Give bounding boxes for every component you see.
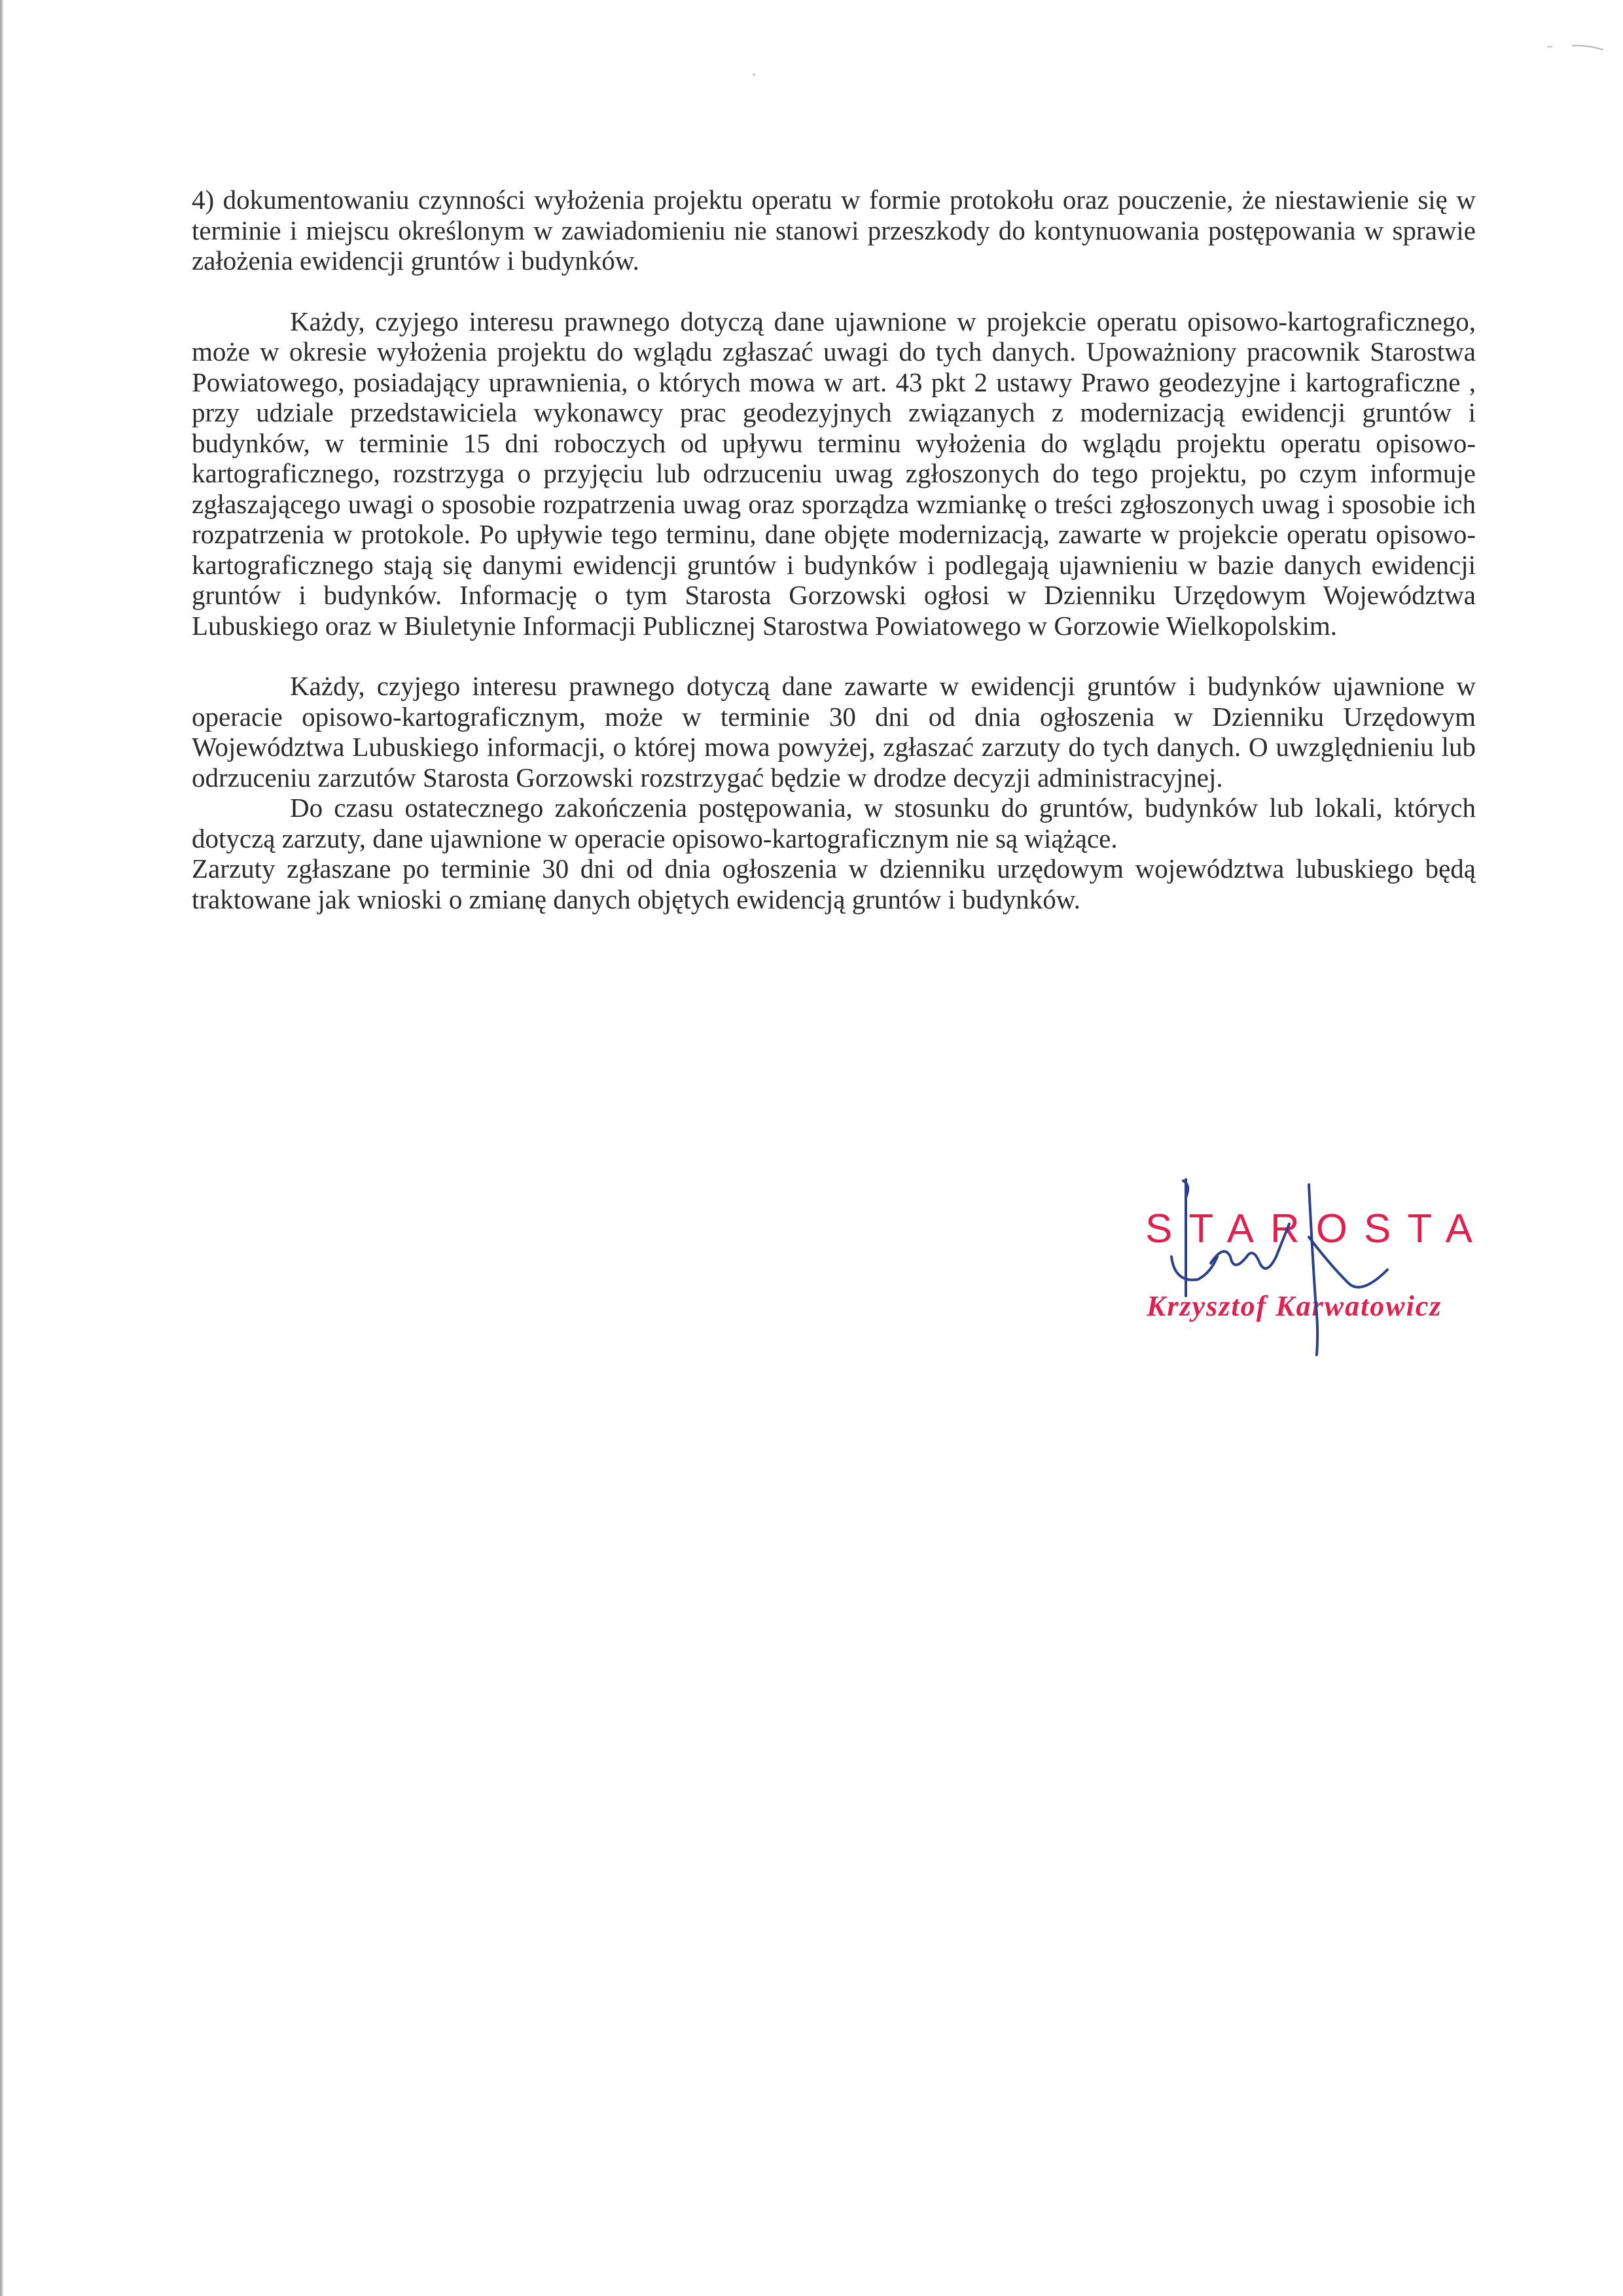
scan-page-edge [0,0,3,2296]
stamp-title: STAROSTA [1145,1206,1489,1251]
document-body [192,185,1476,914]
paragraph-objections: Każdy, czyjego interesu prawnego dotyczą dane zawarte w ewidencji gruntów i budynków ujawnione w operacie opisowo-kartograficznym, może w terminie 30 dni od dnia ogłoszenia w Dzienniku Urzędowym Województwa Lubuskiego informacji, o której mowa powyżej, zgłaszać zarzuty do tych danych. O uwzględnieniu lub odrzuceniu zarzutów Starosta Gorzowski rozstrzygać będzie w drodze decyzji administracyjnej. [192,671,1476,793]
paragraph-not-binding: Do czasu ostatecznego zakończenia postępowania, w stosunku do gruntów, budynków lub lokali, których dotyczą zarzuty, dane ujawnione w operacie opisowo-kartograficznym nie są wiążące. [192,793,1476,853]
scan-dust-dot [753,73,755,76]
paragraph-item-4: 4) dokumentowaniu czynności wyłożenia projektu operatu w formie protokołu oraz pouczenie, że niestawienie się w terminie i miejscu określonym w zawiadomieniu nie stanowi przeszkody do kontynuowania postępowania w sprawie założenia ewidencji gruntów i budynków. [192,185,1476,276]
paragraph-remarks-procedure: Każdy, czyjego interesu prawnego dotyczą dane ujawnione w projekcie operatu opisowo-kartograficznego, może w okresie wyłożenia projektu do wglądu zgłaszać uwagi do tych danych. Upoważniony pracownik Starostwa Powiatowego, posiadający uprawnienia, o których mowa w art. 43 pkt 2 ustawy Prawo geodezyjne i kartograficzne , przy udziale przedstawiciela wykonawcy prac geodezyjnych związanych z modernizacją ewidencji gruntów i budynków, w terminie 15 dni roboczych od upływu terminu wyłożenia do wglądu projektu operatu opisowo-kartograficznego, rozstrzyga o przyjęciu lub odrzuceniu uwag zgłoszonych do tego projektu, po czym informuje zgłaszającego uwagi o sposobie rozpatrzenia uwag oraz sporządza wzmiankę o treści zgłoszonych uwag i sposobie ich rozpatrzenia w protokole. Po upływie tego terminu, dane objęte modernizacją, zawarte w projekcie operatu opisowo-kartograficznego stają się danymi ewidencji gruntów i budynków i podlegają ujawnieniu w bazie danych ewidencji gruntów i budynków. Informację o tym Starosta Gorzowski ogłosi w Dzienniku Urzędowym Województwa Lubuskiego oraz w Biuletynie Informacji Publicznej Starostwa Powiatowego w Gorzowie Wielkopolskim. [192,306,1476,641]
paragraph-late-objections: Zarzuty zgłaszane po terminie 30 dni od dnia ogłoszenia w dzienniku urzędowym województwa lubuskiego będą traktowane jak wnioski o zmianę danych objętych ewidencją gruntów i budynków. [192,853,1476,914]
handwritten-signature [1113,1158,1492,1394]
signature-stamp-block [1113,1158,1492,1394]
stamp-name: Krzysztof Karwatowicz [1147,1290,1442,1322]
scan-scuff-mark [1546,41,1605,54]
